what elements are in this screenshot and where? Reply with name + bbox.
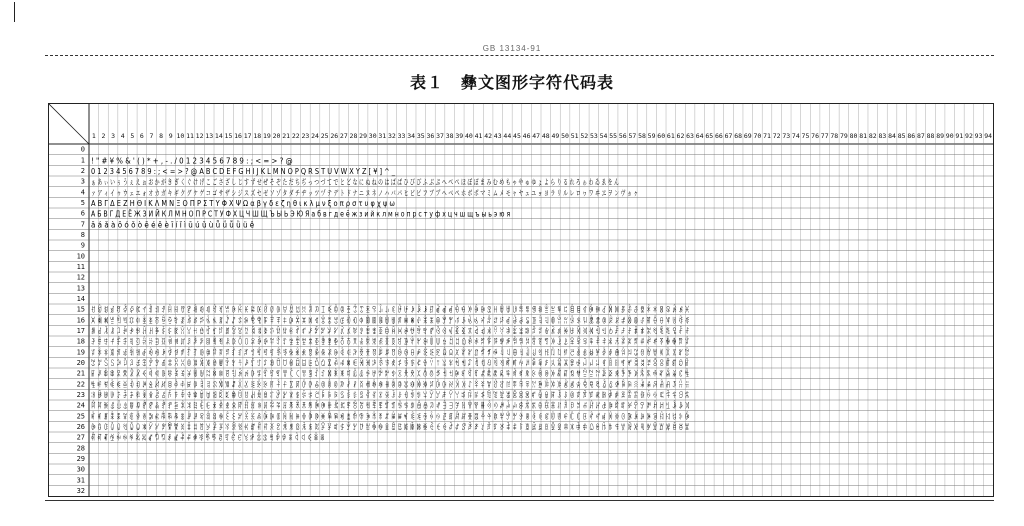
column-header: 39	[455, 132, 464, 140]
column-header: 65	[705, 132, 714, 140]
row-header: 12	[76, 273, 85, 282]
glyph-row: ァ ア ィ イ ゥ ウ ェ エ ォ オ カ ガ キ ギ ク グ ケ ゲ コ ゴ サ ザ シ ジ ス ズ セ ゼ ソ ゾ タ ダ チ ヂ ッ ツ ヅ テ デ ト ド ナ ニ ヌ ネ ノ ハ バ パ ヒ ビ ピ フ ブ プ ヘ ベ ペ ホ ボ ポ マ ミ ム メ モ ャ ヤ ュ ユ ョ ヨ ラ リ ル レ ロ ヮ ワ ヰ ヱ ヲ ン ヴ ヵ ヶ	[91, 188, 939, 198]
column-header: 32	[388, 132, 396, 140]
column-header: 87	[916, 132, 925, 140]
page-corner-mark	[14, 2, 15, 22]
column-header: 25	[320, 132, 329, 140]
column-header: 17	[243, 132, 252, 140]
column-header: 54	[599, 132, 608, 140]
column-header: 46	[522, 132, 531, 140]
column-header: 71	[763, 132, 771, 140]
glyph-row: ꄚ ꄛ ꄜ ꄝ ꄞ ꄟ ꄠ ꄡ ꄢ ꄣ ꄤ ꄥ ꄦ ꄧ ꄨ ꄩ ꄪ ꄫ ꄬ ꄭ ꄮ ꄯ ꄰ ꄱ ꄲ ꄳ ꄴ ꄵ ꄶ ꄷ ꄸ ꄹ ꄺ ꄻ ꄼ ꄽ ꄾ ꄿ ꅀ ꅁ ꅂ ꅃ ꅄ ꅅ ꅆ ꅇ ꅈ ꅉ ꅊ ꅋ ꅌ ꅍ ꅎ ꅏ ꅐ ꅑ ꅒ ꅓ ꅔ ꅕ ꅖ ꅗ ꅘ ꅙ ꅚ ꅛ ꅜ ꅝ ꅞ ꅟ ꅠ ꅡ ꅢ ꅣ ꅤ ꅥ ꅦ ꅧ ꅨ ꅩ ꅪ ꅫ ꅬ ꅭ ꅮ ꅯ ꅰ ꅱ ꅲ ꅳ ꅴ ꅵ ꅶ ꅷ	[91, 337, 864, 347]
column-header: 91	[955, 132, 964, 140]
column-header: 5	[130, 132, 135, 140]
column-header: 45	[513, 132, 521, 140]
column-header: 4	[120, 132, 125, 140]
glyph-row: ꐊ ꐋ ꐌ ꐍ ꐎ ꐏ ꐐ ꐑ ꐒ ꐓ ꐔ ꐕ ꐖ ꐗ ꐘ ꐙ ꐚ ꐛ ꐜ ꐝ ꐞ ꐟ ꐠ ꐡ ꐢ ꐣ ꐤ ꐥ ꐦ ꐧ ꐨ ꐩ ꐪ ꐫ ꐬ ꐭ ꐮ ꐯ ꐰ ꐱ ꐲ ꐳ ꐴ ꐵ ꐶ ꐷ ꐸ ꐹ ꐺ ꐻ ꐼ ꐽ ꐾ ꐿ ꑀ ꑁ ꑂ ꑃ ꑄ ꑅ ꑆ ꑇ ꑈ ꑉ ꑊ ꑋ ꑌ ꑍ ꑎ ꑏ ꑐ ꑑ ꑒ ꑓ ꑔ ꑕ ꑖ ꑗ ꑘ ꑙ ꑚ ꑛ ꑜ ꑝ ꑞ ꑟ ꑠ ꑡ ꑢ ꑣ ꑤ ꑥ ꑦ ꑧ	[91, 423, 864, 432]
glyph-row: ꑨ ꑩ ꑪ ꑫ ꑬ ꑭ ꑮ ꑯ ꑰ ꑱ ꑲ ꑳ ꑴ ꑵ ꑶ ꑷ ꑸ ꑹ ꑺ ꑻ ꑼ ꑽ ꑾ ꑿ ꒀ ꒁ ꒂ ꒃ ꒄ ꒅ ꒆ ꒇ ꒈ ꒉ ꒊ ꒋ ꒌ	[91, 433, 394, 443]
column-header: 24	[311, 132, 319, 140]
page-title: 表１ 彝文图形字符代码表	[409, 73, 614, 92]
column-header: 38	[445, 132, 454, 140]
column-header: 75	[801, 132, 810, 140]
column-header: 70	[753, 132, 762, 140]
column-header: 55	[609, 132, 618, 140]
column-header: 35	[416, 132, 425, 140]
column-header: 2	[101, 132, 106, 140]
row-header: 32	[76, 487, 85, 495]
glyph-row: ꎬ ꎭ ꎮ ꎯ ꎰ ꎱ ꎲ ꎳ ꎴ ꎵ ꎶ ꎷ ꎸ ꎹ ꎺ ꎻ ꎼ ꎽ ꎾ ꎿ ꏀ ꏁ ꏂ ꏃ ꏄ ꏅ ꏆ ꏇ ꏈ ꏉ ꏊ ꏋ ꏌ ꏍ ꏎ ꏏ ꏐ ꏑ ꏒ ꏓ ꏔ ꏕ ꏖ ꏗ ꏘ ꏙ ꏚ ꏛ ꏜ ꏝ ꏞ ꏟ ꏠ ꏡ ꏢ ꏣ ꏤ ꏥ ꏦ ꏧ ꏨ ꏩ ꏪ ꏫ ꏬ ꏭ ꏮ ꏯ ꏰ ꏱ ꏲ ꏳ ꏴ ꏵ ꏶ ꏷ ꏸ ꏹ ꏺ ꏻ ꏼ ꏽ ꏾ ꏿ ꐀ ꐁ ꐂ ꐃ ꐄ ꐅ ꐆ ꐇ ꐈ ꐉ	[91, 412, 864, 422]
column-header: 50	[561, 132, 569, 140]
column-header: 81	[859, 132, 868, 140]
column-header: 27	[339, 132, 348, 140]
row-header: 29	[76, 455, 85, 463]
column-header: 58	[638, 132, 646, 140]
glyph-row: ꂼ ꂽ ꂾ ꂿ ꃀ ꃁ ꃂ ꃃ ꃄ ꃅ ꃆ ꃇ ꃈ ꃉ ꃊ ꃋ ꃌ ꃍ ꃎ ꃏ ꃐ ꃑ ꃒ ꃓ ꃔ ꃕ ꃖ ꃗ ꃘ ꃙ ꃚ ꃛ ꃜ ꃝ ꃞ ꃟ ꃠ ꃡ ꃢ ꃣ ꃤ ꃥ ꃦ ꃧ ꃨ ꃩ ꃪ ꃫ ꃬ ꃭ ꃮ ꃯ ꃰ ꃱ ꃲ ꃳ ꃴ ꃵ ꃶ ꃷ ꃸ ꃹ ꃺ ꃻ ꃼ ꃽ ꃾ ꃿ ꄀ ꄁ ꄂ ꄃ ꄄ ꄅ ꄆ ꄇ ꄈ ꄉ ꄊ ꄋ ꄌ ꄍ ꄎ ꄏ ꄐ ꄑ ꄒ ꄓ ꄔ ꄕ ꄖ ꄗ ꄘ ꄙ	[91, 327, 864, 336]
column-header: 33	[397, 132, 406, 140]
code-table	[48, 103, 994, 497]
column-header: 6	[139, 132, 144, 140]
column-header: 84	[888, 132, 896, 140]
column-header: 66	[715, 132, 723, 140]
column-header: 83	[878, 132, 887, 140]
column-header: 61	[666, 132, 675, 140]
column-header: 72	[772, 132, 781, 140]
row-header: 19	[76, 348, 85, 357]
glyph-row: ꋰ ꋱ ꋲ ꋳ ꋴ ꋵ ꋶ ꋷ ꋸ ꋹ ꋺ ꋻ ꋼ ꋽ ꋾ ꋿ ꌀ ꌁ ꌂ ꌃ ꌄ ꌅ ꌆ ꌇ ꌈ ꌉ ꌊ ꌋ ꌌ ꌍ ꌎ ꌏ ꌐ ꌑ ꌒ ꌓ ꌔ ꌕ ꌖ ꌗ ꌘ ꌙ ꌚ ꌛ ꌜ ꌝ ꌞ ꌟ ꌠ ꌡ ꌢ ꌣ ꌤ ꌥ ꌦ ꌧ ꌨ ꌩ ꌪ ꌫ ꌬ ꌭ ꌮ ꌯ ꌰ ꌱ ꌲ ꌳ ꌴ ꌵ ꌶ ꌷ ꌸ ꌹ ꌺ ꌻ ꌼ ꌽ ꌾ ꌿ ꍀ ꍁ ꍂ ꍃ ꍄ ꍅ ꍆ ꍇ ꍈ ꍉ ꍊ ꍋ ꍌ ꍍ	[91, 391, 864, 400]
column-header: 15	[224, 132, 233, 140]
row-header: 2	[80, 167, 85, 175]
column-header: 29	[359, 132, 367, 140]
row-header: 7	[80, 220, 85, 229]
row-header: 8	[80, 231, 85, 239]
column-header: 90	[945, 132, 954, 140]
glyph-row: 0 1 2 3 4 5 6 7 8 9 : ; < = > ? @ A B C D E F G H I J K L M N O P Q R S T U V W X Y Z [ ¥ ] ^ _	[91, 167, 396, 176]
column-header: 60	[657, 132, 666, 140]
column-header: 64	[695, 132, 704, 140]
column-header: 9	[168, 132, 173, 140]
row-header: 16	[76, 316, 85, 325]
column-header: 30	[368, 132, 377, 140]
column-header: 26	[330, 132, 339, 140]
row-header: 21	[76, 369, 85, 378]
column-header: 78	[830, 132, 839, 140]
row-header: 3	[80, 177, 85, 186]
row-header: 20	[76, 359, 85, 367]
column-header: 36	[426, 132, 435, 140]
column-header: 28	[349, 132, 358, 140]
column-header: 1	[91, 132, 96, 140]
column-header: 62	[676, 132, 685, 140]
document-number: GB 13134-91	[482, 44, 542, 53]
column-header: 77	[820, 132, 829, 140]
column-header: 43	[493, 132, 502, 140]
row-header: 15	[76, 305, 85, 314]
row-header: 6	[80, 209, 85, 218]
column-header: 40	[464, 132, 473, 140]
row-header: 0	[80, 145, 85, 154]
column-header: 57	[628, 132, 637, 140]
column-header: 94	[984, 132, 993, 140]
column-header: 19	[263, 132, 271, 140]
corner-diagonal	[49, 104, 89, 144]
column-header: 53	[589, 132, 598, 140]
column-header: 22	[291, 132, 300, 140]
column-header: 49	[551, 132, 560, 140]
row-header: 26	[76, 423, 85, 431]
column-header: 68	[734, 132, 743, 140]
column-header: 59	[647, 132, 656, 140]
row-header: 9	[80, 241, 85, 250]
glyph-row: ā á ǎ à ō ó ǒ ò ē é ě è ī í ǐ ì ū ú ǔ ù ǖ ǘ ǚ ǜ ü ê	[91, 220, 255, 230]
column-header: 89	[936, 132, 945, 140]
glyph-row: ꊒ ꊓ ꊔ ꊕ ꊖ ꊗ ꊘ ꊙ ꊚ ꊛ ꊜ ꊝ ꊞ ꊟ ꊠ ꊡ ꊢ ꊣ ꊤ ꊥ ꊦ ꊧ ꊨ ꊩ ꊪ ꊫ ꊬ ꊭ ꊮ ꊯ ꊰ ꊱ ꊲ ꊳ ꊴ ꊵ ꊶ ꊷ ꊸ ꊹ ꊺ ꊻ ꊼ ꊽ ꊾ ꊿ ꋀ ꋁ ꋂ ꋃ ꋄ ꋅ ꋆ ꋇ ꋈ ꋉ ꋊ ꋋ ꋌ ꋍ ꋎ ꋏ ꋐ ꋑ ꋒ ꋓ ꋔ ꋕ ꋖ ꋗ ꋘ ꋙ ꋚ ꋛ ꋜ ꋝ ꋞ ꋟ ꋠ ꋡ ꋢ ꋣ ꋤ ꋥ ꋦ ꋧ ꋨ ꋩ ꋪ ꋫ ꋬ ꋭ ꋮ ꋯ	[91, 380, 864, 390]
column-header: 67	[724, 132, 733, 140]
column-header: 18	[253, 132, 262, 140]
row-header: 23	[76, 391, 85, 399]
row-header: 18	[76, 337, 85, 346]
column-header: 92	[965, 132, 973, 140]
column-header: 14	[214, 132, 223, 140]
column-header: 79	[840, 132, 848, 140]
column-header: 8	[159, 132, 164, 140]
row-header: 22	[76, 380, 85, 389]
row-header: 27	[76, 433, 85, 442]
row-header: 24	[76, 401, 85, 410]
glyph-row: ! " # ¥ % & ' ( ) * + , - . / 0 1 2 3 4 5 6 7 8 9 : ; < = > ? @	[91, 156, 293, 166]
row-header: 14	[76, 295, 85, 303]
footer-rule	[45, 500, 994, 501]
glyph-row: ꁞ ꁟ ꁠ ꁡ ꁢ ꁣ ꁤ ꁥ ꁦ ꁧ ꁨ ꁩ ꁪ ꁫ ꁬ ꁭ ꁮ ꁯ ꁰ ꁱ ꁲ ꁳ ꁴ ꁵ ꁶ ꁷ ꁸ ꁹ ꁺ ꁻ ꁼ ꁽ ꁾ ꁿ ꂀ ꂁ ꂂ ꂃ ꂄ ꂅ ꂆ ꂇ ꂈ ꂉ ꂊ ꂋ ꂌ ꂍ ꂎ ꂏ ꂐ ꂑ ꂒ ꂓ ꂔ ꂕ ꂖ ꂗ ꂘ ꂙ ꂚ ꂛ ꂜ ꂝ ꂞ ꂟ ꂠ ꂡ ꂢ ꂣ ꂤ ꂥ ꂦ ꂧ ꂨ ꂩ ꂪ ꂫ ꂬ ꂭ ꂮ ꂯ ꂰ ꂱ ꂲ ꂳ ꂴ ꂵ ꂶ ꂷ ꂸ ꂹ ꂺ ꂻ	[91, 316, 864, 326]
column-header: 23	[301, 132, 310, 140]
column-header: 51	[570, 132, 579, 140]
row-header: 17	[76, 327, 85, 335]
column-header: 85	[897, 132, 906, 140]
row-header: 11	[76, 263, 85, 271]
column-header: 44	[503, 132, 512, 140]
glyph-row: ꈴ ꈵ ꈶ ꈷ ꈸ ꈹ ꈺ ꈻ ꈼ ꈽ ꈾ ꈿ ꉀ ꉁ ꉂ ꉃ ꉄ ꉅ ꉆ ꉇ ꉈ ꉉ ꉊ ꉋ ꉌ ꉍ ꉎ ꉏ ꉐ ꉑ ꉒ ꉓ ꉔ ꉕ ꉖ ꉗ ꉘ ꉙ ꉚ ꉛ ꉜ ꉝ ꉞ ꉟ ꉠ ꉡ ꉢ ꉣ ꉤ ꉥ ꉦ ꉧ ꉨ ꉩ ꉪ ꉫ ꉬ ꉭ ꉮ ꉯ ꉰ ꉱ ꉲ ꉳ ꉴ ꉵ ꉶ ꉷ ꉸ ꉹ ꉺ ꉻ ꉼ ꉽ ꉾ ꉿ ꊀ ꊁ ꊂ ꊃ ꊄ ꊅ ꊆ ꊇ ꊈ ꊉ ꊊ ꊋ ꊌ ꊍ ꊎ ꊏ ꊐ ꊑ	[91, 369, 864, 379]
column-header: 37	[436, 132, 444, 140]
row-header: 4	[80, 188, 85, 197]
column-header: 63	[686, 132, 694, 140]
glyph-row: ぁ あ ぃ い ぅ う ぇ え ぉ お か が き ぎ く ぐ け げ こ ご さ ざ し じ す ず せ ぜ そ ぞ た だ ち ぢ っ つ づ て で と ど な に ぬ ね の は ば ぱ ひ び ぴ ふ ぶ ぷ へ べ ぺ ほ ぼ ぽ ま み む め も ゃ や ゅ ゆ ょ よ ら り る れ ろ ゎ わ ゐ ゑ を ん	[91, 177, 909, 187]
column-header: 73	[782, 132, 791, 140]
column-header: 31	[378, 132, 387, 140]
row-header: 25	[76, 412, 85, 421]
column-header: 82	[868, 132, 877, 140]
column-header: 11	[186, 132, 194, 140]
row-header: 28	[76, 444, 85, 453]
glyph-row: А Б В Г Д Е Ё Ж З И Й К Л М Н О П Р С Т У Ф Х Ц Ч Ш Щ Ъ Ы Ь Э Ю Я а б в г д е ё ж з и й к л м н о п р с т у ф х ц ч ш щ ъ ы ь э ю я	[91, 209, 511, 219]
column-header: 86	[907, 132, 916, 140]
row-header: 30	[76, 465, 85, 474]
row-header: 1	[80, 156, 85, 165]
header-rule	[45, 55, 994, 56]
glyph-row: ꇖ ꇗ ꇘ ꇙ ꇚ ꇛ ꇜ ꇝ ꇞ ꇟ ꇠ ꇡ ꇢ ꇣ ꇤ ꇥ ꇦ ꇧ ꇨ ꇩ ꇪ ꇫ ꇬ ꇭ ꇮ ꇯ ꇰ ꇱ ꇲ ꇳ ꇴ ꇵ ꇶ ꇷ ꇸ ꇹ ꇺ ꇻ ꇼ ꇽ ꇾ ꇿ ꈀ ꈁ ꈂ ꈃ ꈄ ꈅ ꈆ ꈇ ꈈ ꈉ ꈊ ꈋ ꈌ ꈍ ꈎ ꈏ ꈐ ꈑ ꈒ ꈓ ꈔ ꈕ ꈖ ꈗ ꈘ ꈙ ꈚ ꈛ ꈜ ꈝ ꈞ ꈟ ꈠ ꈡ ꈢ ꈣ ꈤ ꈥ ꈦ ꈧ ꈨ ꈩ ꈪ ꈫ ꈬ ꈭ ꈮ ꈯ ꈰ ꈱ ꈲ ꈳ	[91, 359, 864, 368]
column-header: 48	[541, 132, 550, 140]
column-header: 7	[149, 132, 154, 140]
column-header: 69	[743, 132, 752, 140]
column-header: 52	[580, 132, 589, 140]
column-header: 16	[234, 132, 242, 140]
glyph-row: ꅸ ꅹ ꅺ ꅻ ꅼ ꅽ ꅾ ꅿ ꆀ ꆁ ꆂ ꆃ ꆄ ꆅ ꆆ ꆇ ꆈ ꆉ ꆊ ꆋ ꆌ ꆍ ꆎ ꆏ ꆐ ꆑ ꆒ ꆓ ꆔ ꆕ ꆖ ꆗ ꆘ ꆙ ꆚ ꆛ ꆜ ꆝ ꆞ ꆟ ꆠ ꆡ ꆢ ꆣ ꆤ ꆥ ꆦ ꆧ ꆨ ꆩ ꆪ ꆫ ꆬ ꆭ ꆮ ꆯ ꆰ ꆱ ꆲ ꆳ ꆴ ꆵ ꆶ ꆷ ꆸ ꆹ ꆺ ꆻ ꆼ ꆽ ꆾ ꆿ ꇀ ꇁ ꇂ ꇃ ꇄ ꇅ ꇆ ꇇ ꇈ ꇉ ꇊ ꇋ ꇌ ꇍ ꇎ ꇏ ꇐ ꇑ ꇒ ꇓ ꇔ ꇕ	[91, 348, 864, 358]
column-header: 80	[849, 132, 858, 140]
column-header: 56	[618, 132, 627, 140]
column-header: 13	[205, 132, 214, 140]
row-header: 13	[76, 284, 85, 293]
column-header: 34	[407, 132, 416, 140]
column-header: 10	[176, 132, 185, 140]
column-header: 21	[282, 132, 291, 140]
glyph-row: ꍎ ꍏ ꍐ ꍑ ꍒ ꍓ ꍔ ꍕ ꍖ ꍗ ꍘ ꍙ ꍚ ꍛ ꍜ ꍝ ꍞ ꍟ ꍠ ꍡ ꍢ ꍣ ꍤ ꍥ ꍦ ꍧ ꍨ ꍩ ꍪ ꍫ ꍬ ꍭ ꍮ ꍯ ꍰ ꍱ ꍲ ꍳ ꍴ ꍵ ꍶ ꍷ ꍸ ꍹ ꍺ ꍻ ꍼ ꍽ ꍾ ꍿ ꎀ ꎁ ꎂ ꎃ ꎄ ꎅ ꎆ ꎇ ꎈ ꎉ ꎊ ꎋ ꎌ ꎍ ꎎ ꎏ ꎐ ꎑ ꎒ ꎓ ꎔ ꎕ ꎖ ꎗ ꎘ ꎙ ꎚ ꎛ ꎜ ꎝ ꎞ ꎟ ꎠ ꎡ ꎢ ꎣ ꎤ ꎥ ꎦ ꎧ ꎨ ꎩ ꎪ ꎫ	[91, 401, 864, 411]
column-header: 93	[974, 132, 983, 140]
column-header: 88	[926, 132, 935, 140]
column-header: 74	[791, 132, 800, 140]
column-header: 47	[532, 132, 541, 140]
code-table-grid	[49, 104, 993, 496]
glyph-row: ꀀ ꀁ ꀂ ꀃ ꀄ ꀅ ꀆ ꀇ ꀈ ꀉ ꀊ ꀋ ꀌ ꀍ ꀎ ꀏ ꀐ ꀑ ꀒ ꀓ ꀔ ꀕ ꀖ ꀗ ꀘ ꀙ ꀚ ꀛ ꀜ ꀝ ꀞ ꀟ ꀠ ꀡ ꀢ ꀣ ꀤ ꀥ ꀦ ꀧ ꀨ ꀩ ꀪ ꀫ ꀬ ꀭ ꀮ ꀯ ꀰ ꀱ ꀲ ꀳ ꀴ ꀵ ꀶ ꀷ ꀸ ꀹ ꀺ ꀻ ꀼ ꀽ ꀾ ꀿ ꁀ ꁁ ꁂ ꁃ ꁄ ꁅ ꁆ ꁇ ꁈ ꁉ ꁊ ꁋ ꁌ ꁍ ꁎ ꁏ ꁐ ꁑ ꁒ ꁓ ꁔ ꁕ ꁖ ꁗ ꁘ ꁙ ꁚ ꁛ ꁜ ꁝ	[91, 305, 864, 315]
glyph-row: Α Β Γ Δ Ε Ζ Η Θ Ι Κ Λ Μ Ν Ξ Ο Π Ρ Σ Τ Υ Φ Χ Ψ Ω α β γ δ ε ζ η θ ι κ λ μ ν ξ ο π ρ σ τ υ φ χ ψ ω	[91, 199, 395, 208]
column-header: 12	[195, 132, 204, 140]
column-header: 76	[811, 132, 819, 140]
row-header: 10	[76, 252, 85, 261]
column-header: 20	[272, 132, 281, 140]
row-header: 31	[76, 476, 85, 485]
column-header: 41	[474, 132, 483, 140]
column-header: 42	[484, 132, 493, 140]
row-header: 5	[80, 199, 85, 207]
column-header: 3	[111, 132, 116, 140]
